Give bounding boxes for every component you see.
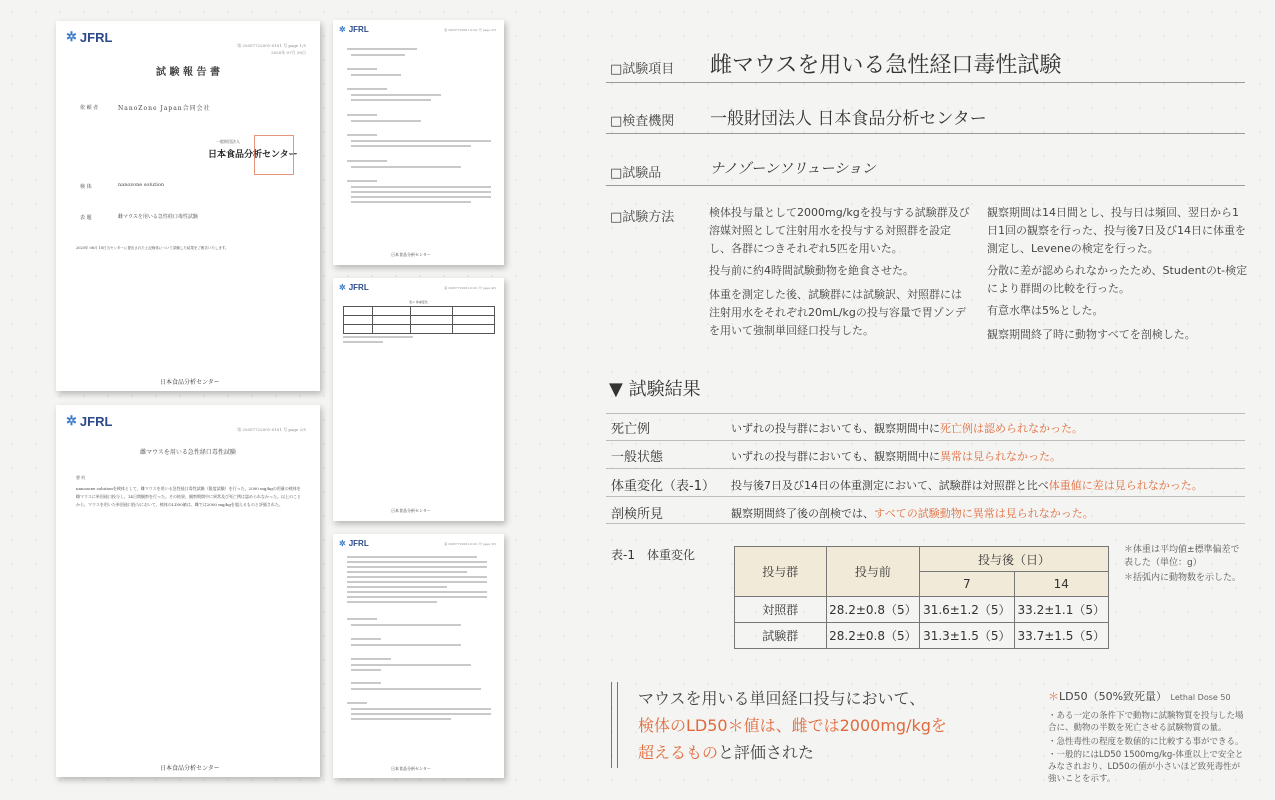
text-line xyxy=(351,713,491,715)
result-text-highlight: 死亡例は認められなかった。 xyxy=(940,422,1083,435)
results-heading: ▼ 試験結果 xyxy=(609,379,701,400)
conclusion-highlight: 超えるもの xyxy=(638,743,719,762)
result-text xyxy=(731,448,1061,464)
jfrl-logo xyxy=(339,25,369,34)
text-line xyxy=(347,702,367,704)
result-label: 剖検所見 xyxy=(611,507,664,522)
info-label-method: □試験方法 xyxy=(610,210,675,225)
jfrl-logo-icon: ✲ xyxy=(339,539,346,548)
method-right-4: 観察期間終了時に動物すべてを剖検した。 xyxy=(987,328,1196,341)
result-text-plain: 投与後7日及び14日の体重測定において、試験群は対照群と比べ xyxy=(731,479,1049,492)
report-subtitle: 雌マウスを用いる急性経口毒性試験 xyxy=(140,449,236,456)
logo-text: JFRL xyxy=(348,539,369,548)
text-line xyxy=(347,561,487,563)
divider xyxy=(606,185,1245,186)
jfrl-logo-icon: ✲ xyxy=(339,25,346,34)
result-text-highlight: 異常は見られなかった。 xyxy=(940,450,1061,463)
item-value: nanozone solution xyxy=(118,182,165,188)
result-label: 体重変化（表-1） xyxy=(611,479,715,494)
ld50-star: ＊ xyxy=(1048,690,1059,703)
table-caption: 表-1 体重変化 xyxy=(611,548,695,562)
ld50-title xyxy=(1048,688,1231,704)
result-text xyxy=(731,477,1203,493)
summary-text: nanozone solutionを検体として、雌マウスを用いる急性経口毒性試験（限度試験）を行った。2000 mg/kgの用量の検体を雌マウスに単回経口投与し、14日間観察を行った。その結果、観察期間中に異常及び死亡例は認められなかった。以上のことから、マウスを用いた単回経口投与において、検体のLD50値は、雌では2000 mg/kgを超えるものと評価された。 xyxy=(76,486,301,507)
conclusion-rest: と評価された xyxy=(718,743,815,762)
text-line xyxy=(351,718,451,720)
jfrl-logo xyxy=(66,413,112,429)
mini-table-title: 表-1 体重変化 xyxy=(409,300,428,304)
logo-text: JFRL xyxy=(348,25,369,34)
header-group: 投与群 xyxy=(735,547,827,597)
cell-group: 試験群 xyxy=(735,623,827,649)
report-page-3 xyxy=(333,20,504,265)
result-text-highlight: 体重値に差は見られなかった。 xyxy=(1048,479,1203,492)
text-line xyxy=(351,201,471,203)
info-value-product: ナノゾーンソリューション xyxy=(710,161,876,177)
text-line xyxy=(347,68,377,70)
report-number: 第 20057722001-0101 号 page 2/5 xyxy=(237,427,306,432)
report-number: 第 20057722001-0101 号 page 4/5 xyxy=(444,286,496,290)
header-before: 投与前 xyxy=(826,547,919,597)
org-name: 日本食品分析センター xyxy=(208,150,298,160)
text-line xyxy=(351,74,401,76)
text-line xyxy=(347,576,487,578)
text-line xyxy=(351,669,381,671)
jfrl-logo-icon: ✲ xyxy=(66,29,77,44)
conclusion-line-3 xyxy=(638,740,814,763)
table-row xyxy=(735,623,1109,649)
report-date: 2020年 07月 30日 xyxy=(271,50,306,55)
text-line xyxy=(343,336,413,338)
org-sub: 一般財団法人 xyxy=(216,139,240,144)
report-number: 第 20057722001-0101 号 page 2/5 xyxy=(444,28,496,32)
report-page-1 xyxy=(56,21,320,391)
cell-before: 28.2±0.8（5） xyxy=(826,623,919,649)
text-line xyxy=(347,618,377,620)
text-line xyxy=(347,601,437,603)
text-line xyxy=(351,54,405,56)
table-note-1: ＊体重は平均値±標準偏差で表した（単位：g） xyxy=(1124,545,1240,568)
divider xyxy=(606,413,1245,414)
method-right-3: 有意水準は5%とした。 xyxy=(987,304,1104,317)
conclusion-line-1: マウスを用いる単回経口投与において、 xyxy=(638,689,926,708)
logo-text: JFRL xyxy=(79,29,113,45)
cell-day7: 31.6±1.2（5） xyxy=(920,597,1014,623)
header-day7: 7 xyxy=(920,572,1014,597)
cell-group: 対照群 xyxy=(735,597,827,623)
divider xyxy=(606,523,1245,524)
conclusion-bar xyxy=(611,682,618,768)
divider xyxy=(606,133,1245,134)
text-line xyxy=(343,341,383,343)
report-page-2 xyxy=(56,405,320,777)
result-text-highlight: すべての試験動物に異常は見られなかった。 xyxy=(874,507,1094,520)
text-line xyxy=(351,624,461,626)
text-line xyxy=(347,88,387,90)
text-line xyxy=(351,682,381,684)
ld50-note-2: ・急性毒性の程度を数値的に比較する事ができる。 xyxy=(1048,737,1244,747)
text-line xyxy=(351,688,481,690)
divider xyxy=(606,82,1245,83)
text-line xyxy=(347,556,477,558)
report-page-4 xyxy=(333,278,504,521)
text-line xyxy=(351,140,491,142)
ld50-title-en: Lethal Dose 50 xyxy=(1170,693,1231,702)
text-line xyxy=(347,571,467,573)
report-note: 2020年 06月 18日当センターに提出された上記検体について試験した結果をご報告いたします。 xyxy=(76,246,229,250)
table-row xyxy=(735,597,1109,623)
report-number: 第 20057722001-0101 号 page 3/5 xyxy=(444,542,496,546)
subject-value: 雌マウスを用いる急性経口毒性試験 xyxy=(118,214,198,220)
method-right-1: 観察期間は14日間とし、投与日は頻回、翌日から1日1回の観察を行った、投与後7日及び14日に体重を測定し、Leveneの検定を行った。 xyxy=(987,206,1246,255)
report-page-5 xyxy=(333,534,504,778)
page-footer: 日本食品分析センター xyxy=(160,765,220,772)
header-day14: 14 xyxy=(1014,572,1108,597)
method-left-3: 体重を測定した後、試験群には試験訳、対照群には注射用水をそれぞれ20mL/kgの投与容量で胃ゾンデを用いて強制単回経口投与した。 xyxy=(709,288,966,337)
text-line xyxy=(351,191,491,193)
result-text-plain: 観察期間終了後の剖検では、 xyxy=(731,507,874,520)
text-line xyxy=(347,596,487,598)
info-value-lab: 一般財団法人 日本食品分析センター xyxy=(710,109,987,129)
ld50-title-text: LD50（50%致死量） xyxy=(1059,690,1168,703)
method-left-2: 投与前に約4時間試験動物を絶食させた。 xyxy=(709,264,914,277)
text-line xyxy=(347,134,377,136)
logo-text: JFRL xyxy=(348,283,369,292)
body-weight-table xyxy=(734,546,1109,649)
info-label-lab: □検査機関 xyxy=(610,114,675,129)
text-line xyxy=(347,48,417,50)
page-footer: 日本食品分析センター xyxy=(391,508,431,513)
cell-before: 28.2±0.8（5） xyxy=(826,597,919,623)
page-footer: 日本食品分析センター xyxy=(160,379,220,386)
report-number: 第 20057722001-0101 号 page 1/5 xyxy=(237,43,306,48)
text-line xyxy=(347,180,377,182)
text-line xyxy=(351,145,471,147)
text-line xyxy=(351,196,491,198)
report-title: 試 験 報 告 書 xyxy=(156,67,220,78)
text-line xyxy=(351,664,471,666)
jfrl-logo xyxy=(339,283,369,292)
client-value: NanoZone Japan合同会社 xyxy=(118,105,211,112)
text-line xyxy=(347,586,447,588)
text-line xyxy=(351,166,461,168)
cell-day14: 33.7±1.5（5） xyxy=(1014,623,1108,649)
text-line xyxy=(347,591,487,593)
text-line xyxy=(347,566,487,568)
result-text xyxy=(731,505,1094,521)
summary-heading: 要 約 xyxy=(76,475,86,480)
text-line xyxy=(347,581,487,583)
table-note-2: ＊括弧内に動物数を示した。 xyxy=(1124,573,1242,583)
jfrl-logo-icon: ✲ xyxy=(66,413,77,428)
subject-label: 表 題 xyxy=(80,215,92,221)
method-right-2: 分散に差が認められなかったため、Studentのt-検定により群間の比較を行った。 xyxy=(987,264,1248,295)
divider xyxy=(606,440,1245,441)
divider xyxy=(606,496,1245,497)
seal-stamp xyxy=(254,135,294,175)
page-footer: 日本食品分析センター xyxy=(391,252,431,257)
text-line xyxy=(351,658,391,660)
jfrl-logo-icon: ✲ xyxy=(339,283,346,292)
info-value-test-item: 雌マウスを用いる急性経口毒性試験 xyxy=(710,53,1062,78)
header-after: 投与後（日） xyxy=(920,547,1109,572)
text-line xyxy=(351,94,441,96)
ld50-note-3: ・一般的にはLD50 1500mg/kg-体重以上で安全とみなされおり、LD50の値が小さいほど致死毒性が強いことを示す。 xyxy=(1048,750,1244,784)
text-line xyxy=(347,114,377,116)
logo-text: JFRL xyxy=(79,413,113,429)
cell-day7: 31.3±1.5（5） xyxy=(920,623,1014,649)
text-line xyxy=(351,186,491,188)
result-label: 死亡例 xyxy=(611,422,651,437)
method-left-1: 検体投与量として2000mg/kgを投与する試験群及び溶媒対照として注射用水を投与する対照群を設定し、各群につきそれぞれ5匹を用いた。 xyxy=(709,206,970,255)
item-label: 検 体 xyxy=(80,184,92,190)
result-text-plain: いずれの投与群においても、観察期間中に xyxy=(731,422,940,435)
text-line xyxy=(351,120,421,122)
divider xyxy=(606,468,1245,469)
page-footer: 日本食品分析センター xyxy=(391,766,431,771)
text-line xyxy=(351,708,491,710)
result-text xyxy=(731,420,1083,436)
mini-table xyxy=(343,306,495,334)
text-line xyxy=(351,644,461,646)
jfrl-logo xyxy=(339,539,369,548)
jfrl-logo xyxy=(66,29,112,45)
client-label: 依 頼 者 xyxy=(80,105,99,111)
result-text-plain: いずれの投与群においても、観察期間中に xyxy=(731,450,940,463)
conclusion-line-2: 検体のLD50＊値は、雌では2000mg/kgを xyxy=(638,716,947,735)
text-line xyxy=(347,160,387,162)
text-line xyxy=(351,99,431,101)
info-label-test-item: □試験項目 xyxy=(610,62,675,77)
text-line xyxy=(351,638,381,640)
info-label-product: □試験品 xyxy=(610,166,662,181)
cell-day14: 33.2±1.1（5） xyxy=(1014,597,1108,623)
result-label: 一般状態 xyxy=(611,450,664,465)
ld50-note-1: ・ある一定の条件下で動物に試験物質を投与した場合に、動物の半数を死亡させる試験物質の量。 xyxy=(1048,711,1244,733)
